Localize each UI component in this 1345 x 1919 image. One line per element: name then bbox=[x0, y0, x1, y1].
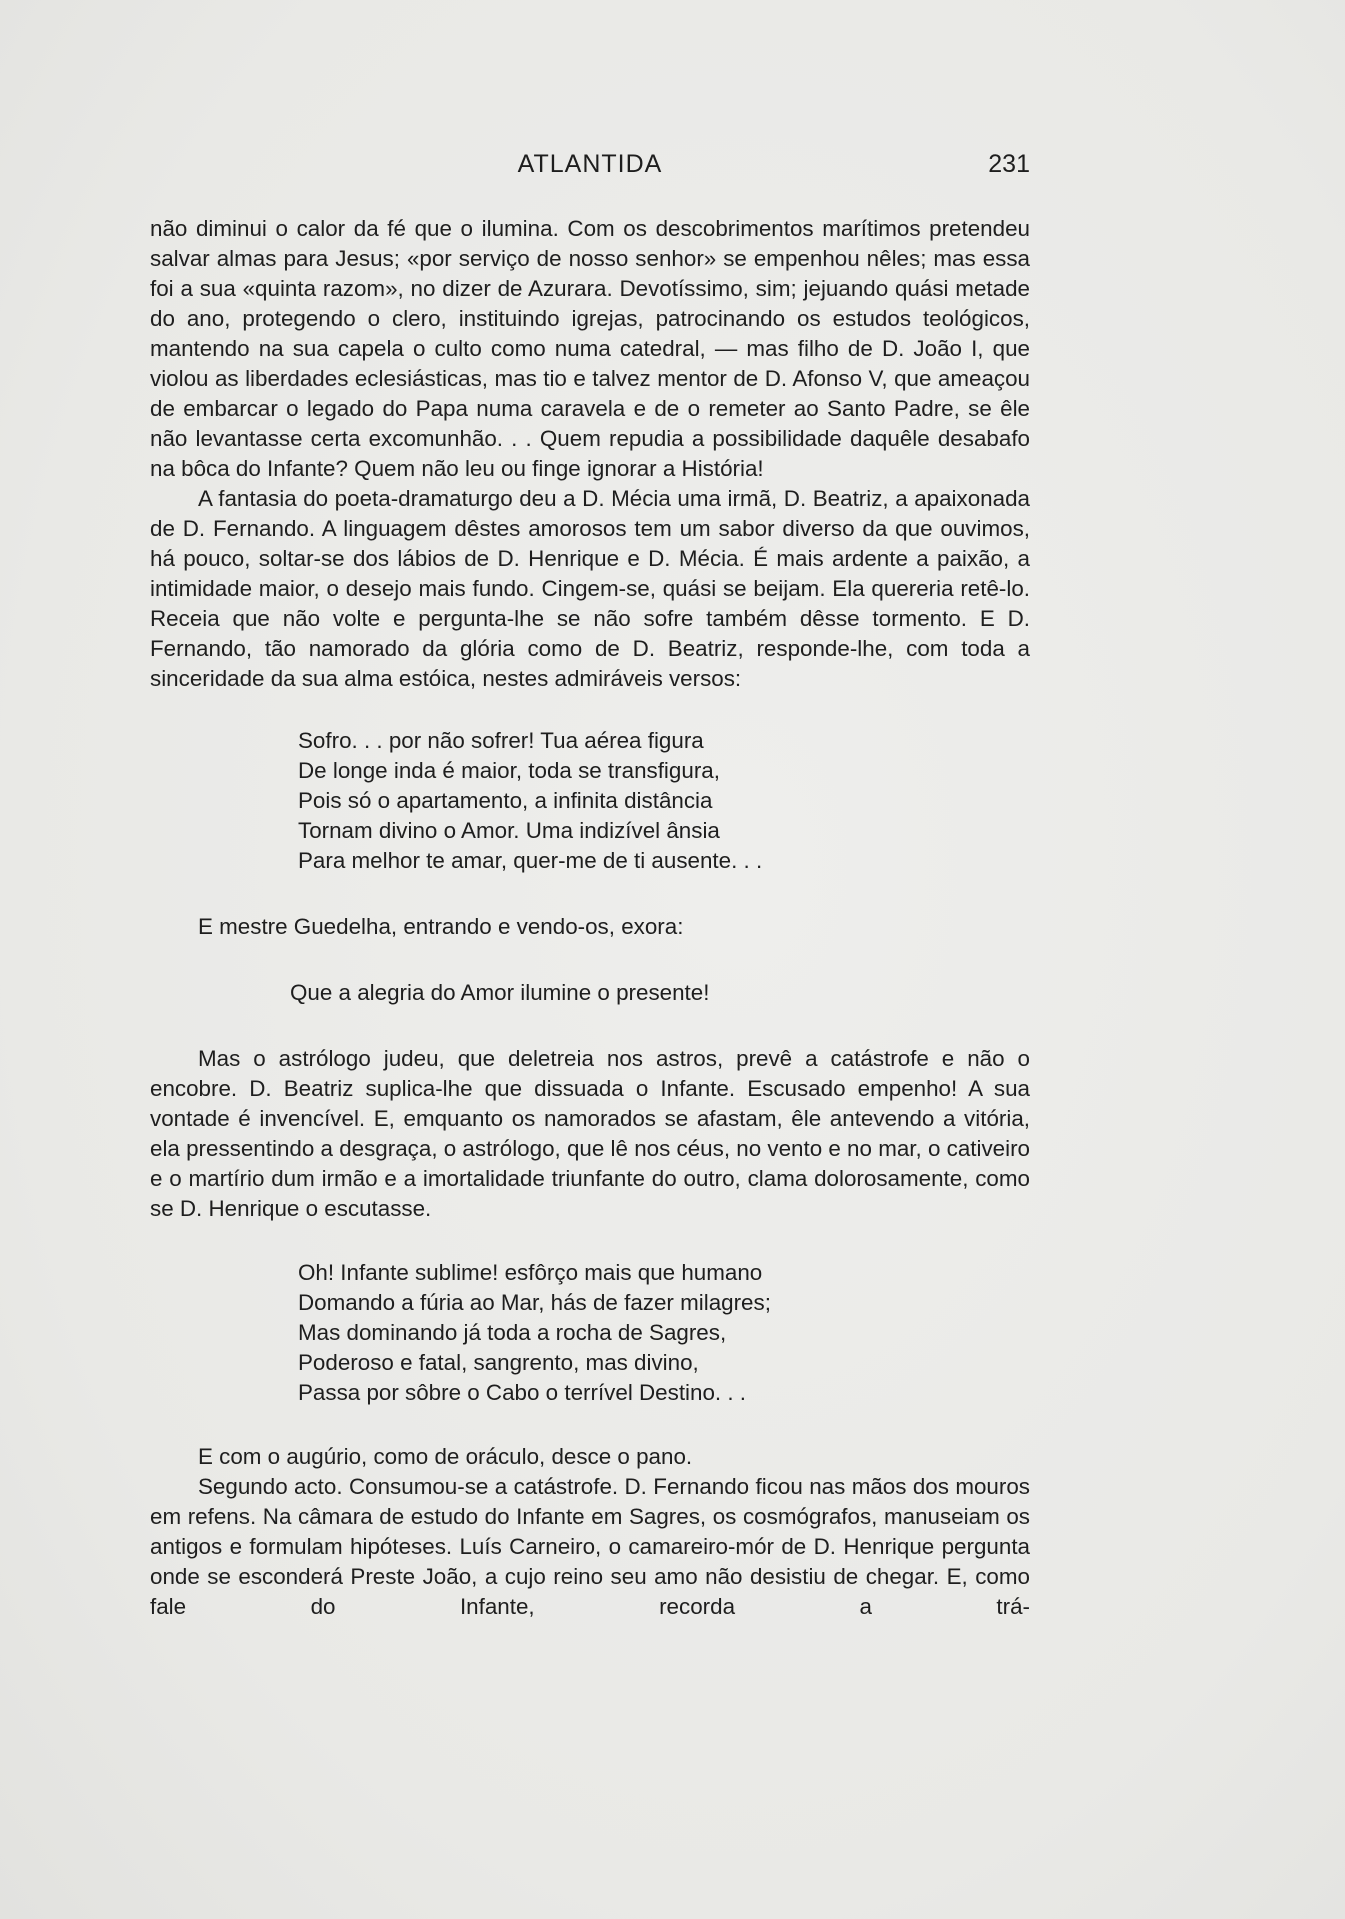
running-title: ATLANTIDA bbox=[517, 150, 663, 178]
page-number: 231 bbox=[988, 150, 1030, 178]
verse-line: Pois só o apartamento, a infinita distância bbox=[298, 788, 713, 813]
verse-line: Tornam divino o Amor. Uma indizível ânsia bbox=[298, 818, 720, 843]
verse-line: Oh! Infante sublime! esfôrço mais que humano bbox=[298, 1260, 763, 1285]
verse-block-1 bbox=[150, 726, 1030, 876]
paragraph-5: E com o augúrio, como de oráculo, desce o pano. bbox=[198, 1444, 693, 1469]
verse-line: Poderoso e fatal, sangrento, mas divino, bbox=[298, 1350, 699, 1375]
verse-line: Passa por sôbre o Cabo o terrível Destino. . . bbox=[298, 1380, 747, 1405]
verse-line: Sofro. . . por não sofrer! Tua aérea figura bbox=[298, 728, 704, 753]
verse-line: Mas dominando já toda a rocha de Sagres, bbox=[298, 1320, 727, 1345]
body-text bbox=[150, 214, 1030, 1622]
paragraph-6: Segundo acto. Consumou-se a catástrofe. D. Fernando ficou nas mãos dos mouros em refens. Na câmara de estudo do Infante em Sagres, os cosmógrafos, manuseiam os antigos e formulam hipóteses. Luís Carneiro, o camareiro-mór de D. Henrique pergunta onde se esconderá Preste João, a cujo reino seu amo não desistiu de chegar. E, como fale do Infante, recorda a trá- bbox=[150, 1474, 1030, 1619]
paragraph-4: Mas o astrólogo judeu, que deletreia nos astros, prevê a catástrofe e não o encobre. D. Beatriz suplica-lhe que dissuada o Infante. Escusado empenho! A sua vontade é invencível. E, emquanto os namorados se afastam, êle antevendo a vitória, ela pressentindo a desgraça, o astrólogo, que lê nos céus, no vento e no mar, o cativeiro e o martírio dum irmão e a imortalidade triunfante do outro, clama dolorosamente, como se D. Henrique o escutasse. bbox=[150, 1046, 1031, 1221]
paragraph-1: não diminui o calor da fé que o ilumina. Com os descobrimentos marítimos pretendeu salvar almas para Jesus; «por serviço de nosso senhor» se empenhou nêles; mas essa foi a sua «quinta razom», no dizer de Azurara. Devotíssimo, sim; jejuando quási metade do ano, protegendo o clero, instituindo igrejas, patrocinando os estudos teológicos, mantendo na sua capela o culto como numa catedral, — mas filho de D. João I, que violou as liberdades eclesiásticas, mas tio e talvez mentor de D. Afonso V, que ameaçou de embarcar o legado do Papa numa caravela e de o remeter ao Santo Padre, se êle não levantasse certa excomunhão. . . Quem repudia a possibilidade daquêle desabafo na bôca do Infante? Quem não leu ou finge ignorar a História! bbox=[150, 216, 1030, 481]
verse-line: De longe inda é maior, toda se transfigura, bbox=[298, 758, 720, 783]
verse-block-2 bbox=[150, 1258, 1030, 1408]
verse-line: Domando a fúria ao Mar, hás de fazer milagres; bbox=[298, 1290, 771, 1315]
single-verse-line: Que a alegria do Amor ilumine o presente! bbox=[290, 980, 710, 1005]
verse-line: Para melhor te amar, quer-me de ti ausente. . . bbox=[298, 848, 763, 873]
page-header bbox=[150, 150, 1030, 186]
paragraph-2: A fantasia do poeta-dramaturgo deu a D. Mécia uma irmã, D. Beatriz, a apaixonada de D. Fernando. A linguagem dêstes amorosos tem um sabor diverso da que ouvimos, há pouco, soltar-se dos lábios de D. Henrique e D. Mécia. É mais ardente a paixão, a intimidade maior, o desejo mais fundo. Cingem-se, quási se beijam. Ela quereria retê-lo. Receia que não volte e pergunta-lhe se não sofre também dêsse tormento. E D. Fernando, tão namorado da glória como de D. Beatriz, responde-lhe, com toda a sinceridade da sua alma estóica, nestes admiráveis versos: bbox=[150, 486, 1030, 691]
paragraph-3: E mestre Guedelha, entrando e vendo-os, exora: bbox=[198, 914, 684, 939]
